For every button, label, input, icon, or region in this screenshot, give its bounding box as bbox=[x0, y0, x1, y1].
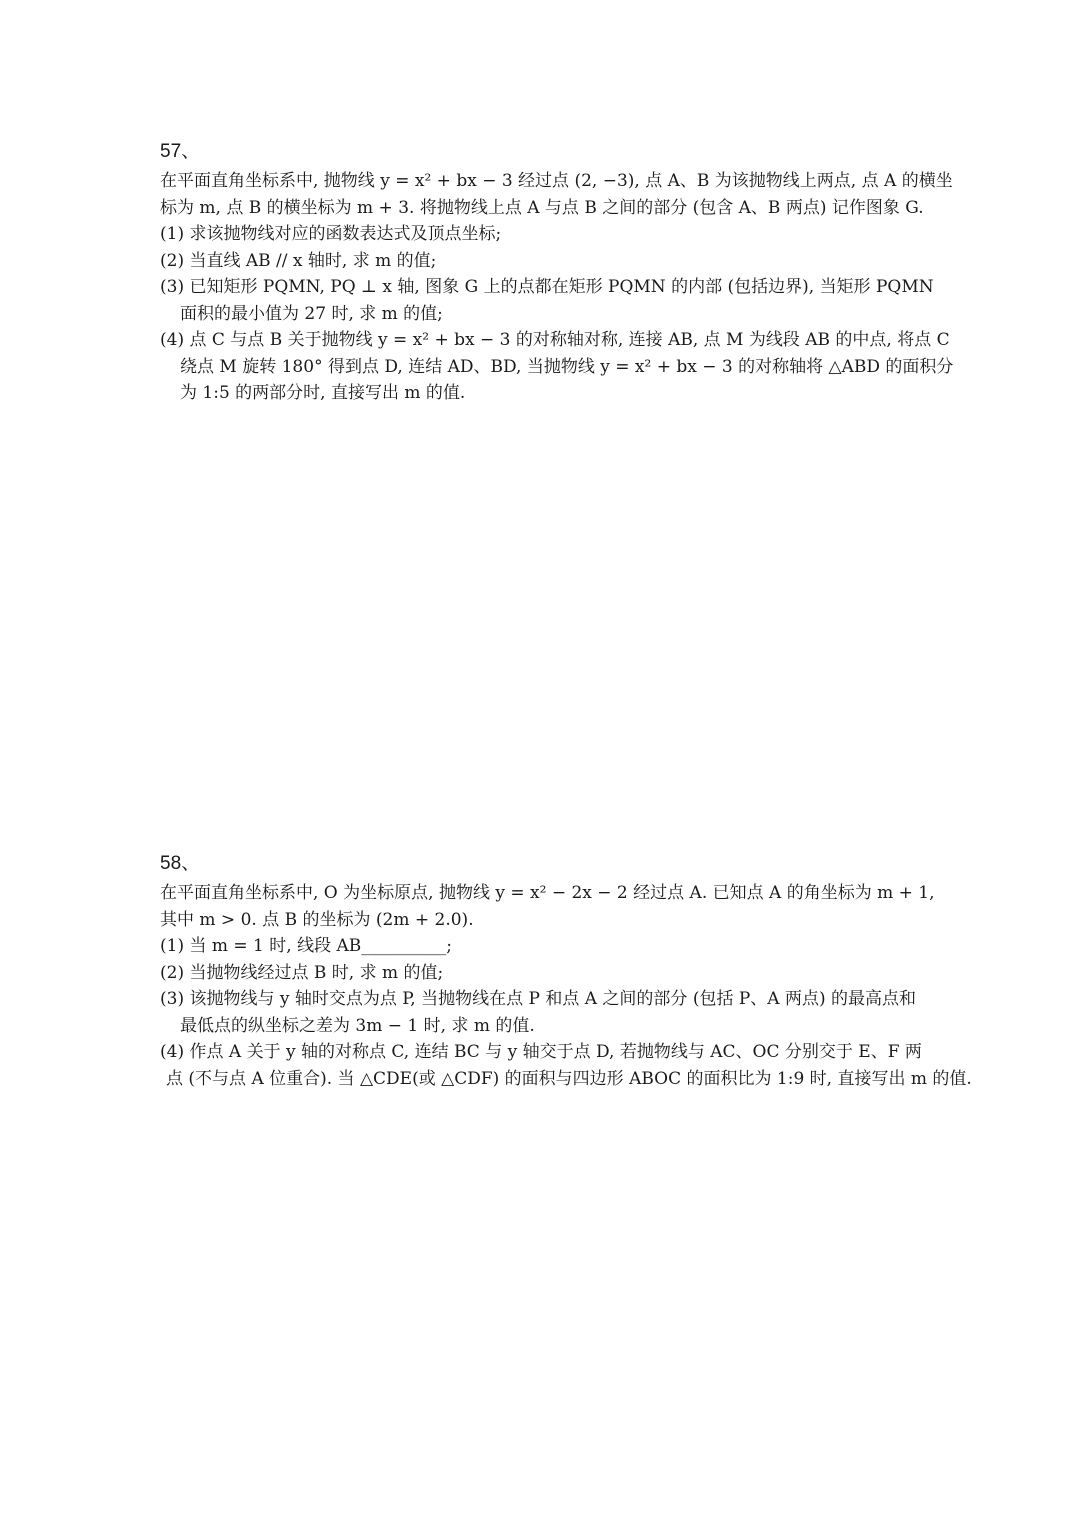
question-1: (1) 当 m = 1 时, 线段 AB__________; bbox=[160, 936, 452, 956]
question-4-continued: 点 (不与点 A 位重合). 当 △CDE(或 △CDF) 的面积与四边形 ABOC 的面积比为 1:9 时, 直接写出 m 的值. bbox=[166, 1068, 972, 1089]
problem-number: 58、 bbox=[160, 853, 201, 874]
question-4: (4) 点 C 与点 B 关于抛物线 y = x² + bx − 3 的对称轴对称, 连接 AB, 点 M 为线段 AB 的中点, 将点 C bbox=[160, 330, 950, 350]
problem-57 bbox=[160, 140, 980, 407]
question-2: (2) 当直线 AB // x 轴时, 求 m 的值; bbox=[160, 250, 437, 271]
question-3: (3) 该抛物线与 y 轴时交点为点 P, 当抛物线在点 P 和点 A 之间的部分 (包括 P、A 两点) 的最高点和 bbox=[160, 989, 917, 1009]
problem-text-line: 标为 m, 点 B 的横坐标为 m + 3. 将抛物线上点 A 与点 B 之间的部分 (包含 A、B 两点) 记作图象 G. bbox=[160, 197, 924, 218]
problem-text-line: 在平面直角坐标系中, O 为坐标原点, 抛物线 y = x² − 2x − 2 经过点 A. 已知点 A 的角坐标为 m + 1, bbox=[160, 883, 935, 903]
question-2: (2) 当抛物线经过点 B 时, 求 m 的值; bbox=[160, 962, 444, 983]
question-4-continued: 为 1:5 的两部分时, 直接写出 m 的值. bbox=[180, 383, 466, 403]
question-3-continued: 面积的最小值为 27 时, 求 m 的值; bbox=[180, 303, 443, 324]
problem-text-line: 在平面直角坐标系中, 抛物线 y = x² + bx − 3 经过点 (2, −3), 点 A、B 为该抛物线上两点, 点 A 的横坐 bbox=[160, 171, 953, 191]
problem-text-line: 其中 m > 0. 点 B 的坐标为 (2m + 2.0). bbox=[160, 909, 474, 930]
question-4: (4) 作点 A 关于 y 轴的对称点 C, 连结 BC 与 y 轴交于点 D, 若抛物线与 AC、OC 分别交于 E、F 两 bbox=[160, 1042, 922, 1062]
problem-58 bbox=[160, 852, 980, 1092]
problem-number: 57、 bbox=[160, 141, 201, 162]
question-4-continued: 绕点 M 旋转 180° 得到点 D, 连结 AD、BD, 当抛物线 y = x² + bx − 3 的对称轴将 △ABD 的面积分 bbox=[180, 356, 954, 377]
question-3: (3) 已知矩形 PQMN, PQ ⊥ x 轴, 图象 G 上的点都在矩形 PQMN 的内部 (包括边界), 当矩形 PQMN bbox=[160, 277, 934, 297]
question-3-continued: 最低点的纵坐标之差为 3m − 1 时, 求 m 的值. bbox=[180, 1015, 535, 1036]
question-1: (1) 求该抛物线对应的函数表达式及顶点坐标; bbox=[160, 224, 502, 244]
